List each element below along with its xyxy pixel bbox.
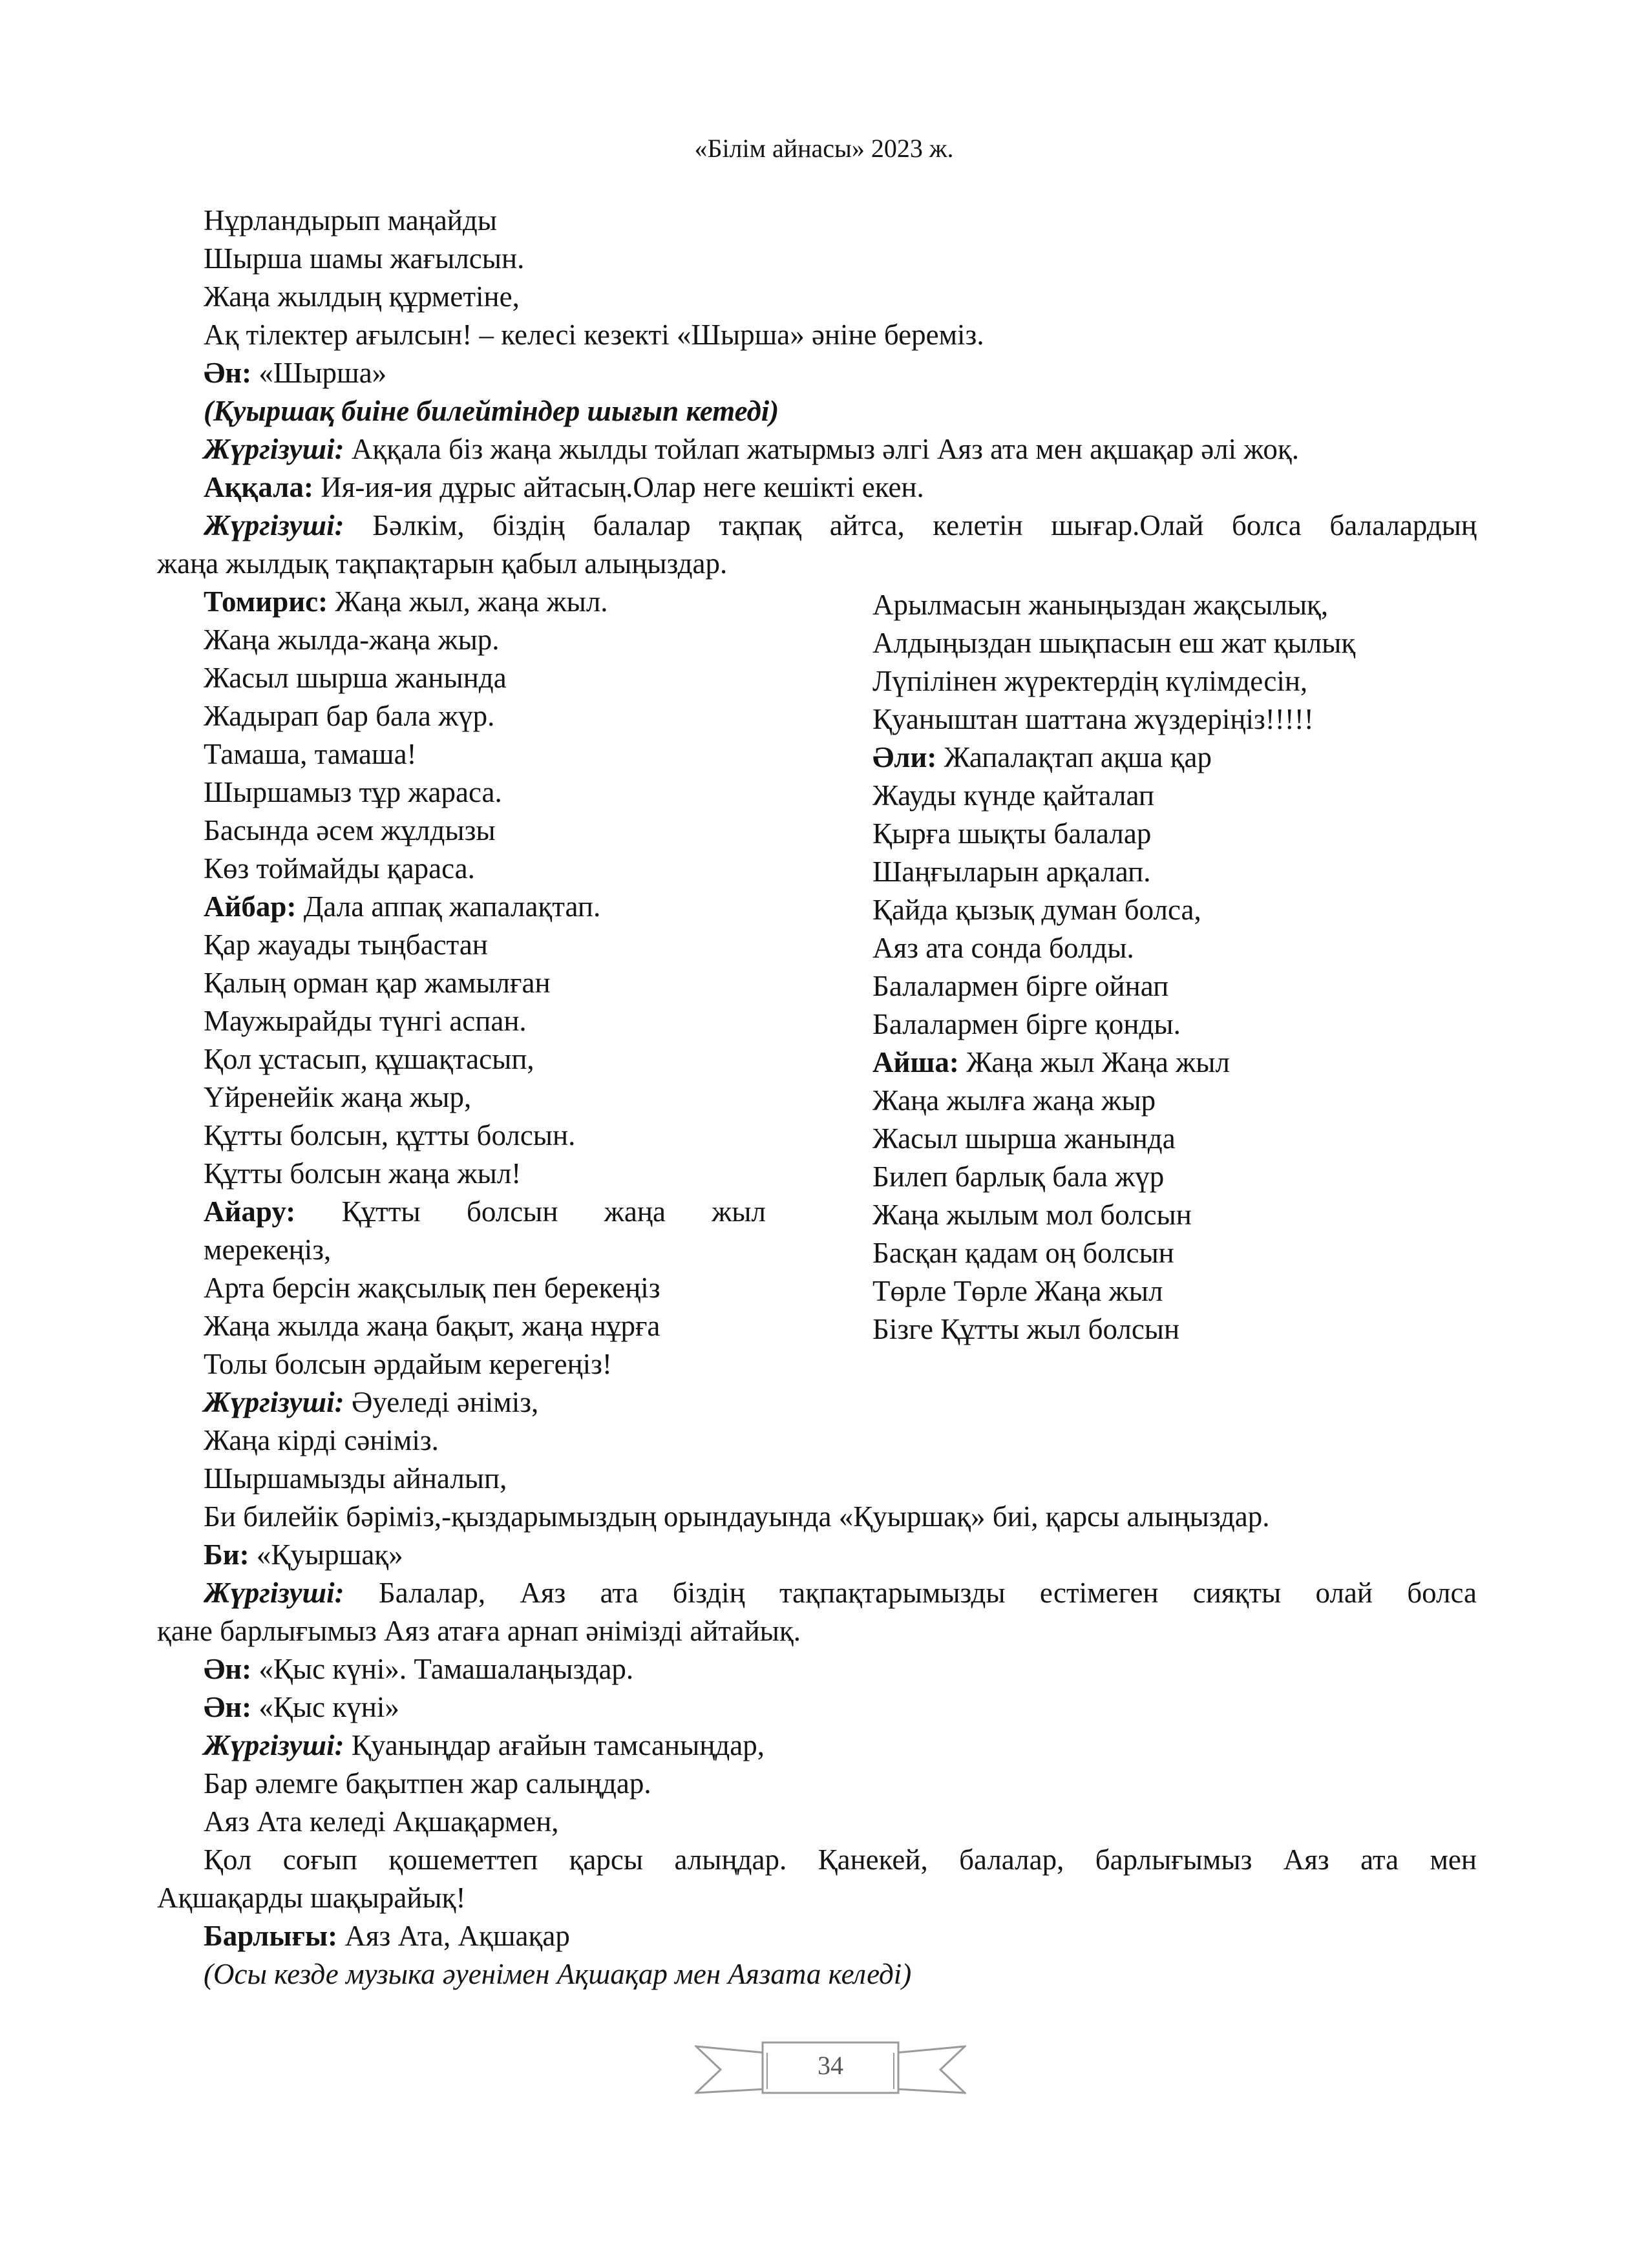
dialog-text: Әуеледі әніміз, [344, 1386, 539, 1418]
speaker-label: Жүргізуші: [204, 1577, 344, 1609]
song-title: «Қыс күні». Тамашалаңыздар. [251, 1653, 634, 1685]
poem-line: Жаңа жылда-жаңа жыр. [204, 624, 500, 656]
intro-line: Шырша шамы жағылсын. [204, 242, 525, 275]
speaker-label: Айбар: [204, 890, 297, 923]
song-line [204, 1688, 399, 1726]
dialog-continuation: жаңа жылдық тақпақтарын қабыл алыңыздар. [157, 547, 728, 580]
poem-line: Басқан қадам оң болсын [872, 1237, 1174, 1269]
poem-line: Аяз ата сонда болды. [872, 932, 1134, 964]
dialog-text: Балалар, Аяз ата біздің тақпақтарымызды естімеген сияқты олай болса [344, 1577, 1477, 1609]
poem-line: Көз тоймайды қараса. [204, 852, 475, 885]
poem-speaker-line [872, 739, 1212, 776]
poem-line: Төрле Төрле Жаңа жыл [872, 1275, 1163, 1307]
poem-speaker-line [872, 1044, 1230, 1081]
dialog-continuation: қане барлығымыз Аяз атаға арнап әнімізді айтайық. [157, 1615, 801, 1647]
dialog-line: Бар әлемге бақытпен жар салыңдар. [204, 1767, 651, 1800]
dialog-line: Аяз Ата келеді Ақшақармен, [204, 1805, 559, 1838]
dialog-line [204, 1383, 538, 1421]
poem-line: Басында әсем жұлдызы [204, 814, 496, 846]
poem-line: Лүпілінен жүректердің күлімдесін, [872, 665, 1308, 697]
page-number: 34 [818, 2051, 843, 2080]
dialog-continuation: Ақшақарды шақырайық! [157, 1882, 466, 1914]
poem-line: Шаңғыларын арқалап. [872, 856, 1151, 888]
poem-line: Арылмасын жаныңыздан жақсылық, [872, 589, 1329, 621]
poem-line: Бізге Құтты жыл болсын [872, 1313, 1180, 1345]
poem-line: Қар жауады тыңбастан [204, 929, 488, 961]
speaker-label: Жүргізуші: [204, 1386, 344, 1418]
poem-line: Қуаныштан шаттана жүздеріңіз!!!!! [872, 703, 1314, 735]
dialog-line [204, 1574, 1477, 1612]
dialog-text: Ия-ия-ия дұрыс айтасың.Олар неге кешікті екен. [313, 471, 924, 503]
poem-line: Жауды күнде қайталап [872, 779, 1154, 812]
speaker-label: Айару: [204, 1195, 296, 1228]
speaker-label: Жүргізуші: [204, 509, 344, 541]
poem-line: Алдыңыздан шықпасын еш жат қылық [872, 627, 1356, 659]
poem-line: Жапалақтап ақша қар [936, 741, 1212, 773]
poem-line: Құтты болсын, құтты болсын. [204, 1119, 576, 1151]
song-line [204, 354, 386, 392]
poem-line: Жасыл шырша жанында [872, 1122, 1176, 1155]
poem-speaker-line [204, 1193, 766, 1230]
poem-line: Қырға шықты балалар [872, 817, 1152, 850]
poem-line: Қалың орман қар жамылған [204, 967, 551, 999]
poem-line: Шыршамыз тұр жараса. [204, 776, 502, 808]
dialog-line [204, 468, 924, 506]
poem-line: Жаңа жылға жаңа жыр [872, 1084, 1156, 1117]
speaker-label: Әли: [872, 741, 937, 773]
poem-line: Үйренейік жаңа жыр, [204, 1081, 472, 1113]
dialog-text: Бәлкім, біздің балалар тақпақ айтса, келетін шығар.Олай болса балалардың [344, 509, 1477, 541]
dance-line [204, 1536, 403, 1573]
speaker-label: Томирис: [204, 585, 328, 618]
poem-line: Тамаша, тамаша! [204, 738, 417, 770]
dialog-line [204, 1727, 765, 1764]
speaker-label: Барлығы: [204, 1920, 338, 1952]
poem-line: Қол ұстасып, құшақтасып, [204, 1043, 534, 1075]
speaker-label: Жүргізуші: [204, 433, 344, 465]
journal-header: «Білім айнасы» 2023 ж. [694, 134, 954, 163]
poem-line: мерекеңіз, [204, 1234, 332, 1266]
speaker-label: Аққала: [204, 471, 313, 503]
dialog-line: Шыршамызды айналып, [204, 1462, 507, 1495]
song-label: Ән: [204, 1691, 252, 1723]
dance-title: «Қуыршақ» [249, 1538, 403, 1571]
song-title: «Шырша» [251, 357, 387, 389]
speaker-label: Айша: [872, 1046, 959, 1078]
song-line [204, 1650, 633, 1688]
poem-line: Балалармен бірге ойнап [872, 970, 1169, 1002]
poem-line: Құтты болсын жаңа жыл! [204, 1157, 522, 1190]
poem-line: Қайда қызық думан болса, [872, 894, 1201, 926]
dance-label: Би: [204, 1538, 249, 1571]
poem-line: Билеп барлық бала жүр [872, 1160, 1165, 1193]
speaker-label: Жүргізуші: [204, 1729, 344, 1761]
dialog-text: Аяз Ата, Ақшақар [337, 1920, 570, 1952]
poem-line: Жасыл шырша жанында [204, 662, 507, 694]
dialog-line [204, 1917, 570, 1955]
poem-line: Дала аппақ жапалақтап. [296, 890, 601, 923]
intro-line: Нұрландырып маңайды [204, 204, 498, 236]
poem-speaker-line [204, 583, 608, 620]
dialog-line [204, 507, 1477, 544]
poem-line: Жаңа жыл Жаңа жыл [958, 1046, 1230, 1078]
poem-line: Жадырап бар бала жүр. [204, 700, 495, 732]
song-label: Ән: [204, 357, 252, 389]
poem-line: Жаңа жылда жаңа бақыт, жаңа нұрға [204, 1310, 660, 1342]
intro-line: Ақ тілектер ағылсын! – келесі кезекті «Шырша» әніне береміз. [204, 319, 984, 351]
song-label: Ән: [204, 1653, 252, 1685]
stage-direction: (Осы кезде музыка әуенімен Ақшақар мен Аязата келеді) [204, 1958, 912, 1990]
poem-speaker-line [204, 888, 600, 925]
poem-line: Жаңа жылым мол болсын [872, 1199, 1192, 1231]
dialog-text: Аққала біз жаңа жылды тойлап жатырмыз әлгі Аяз ата мен ақшақар әлі жоқ. [344, 433, 1299, 465]
dialog-line: Қол соғып қошеметтеп қарсы алыңдар. Қанекей, балалар, барлығымыз Аяз ата мен [204, 1843, 1477, 1876]
intro-line: Жаңа жылдың құрметіне, [204, 280, 520, 313]
dialog-line [204, 430, 1299, 468]
dialog-text: Қуаныңдар ағайын тамсаныңдар, [344, 1729, 765, 1761]
poem-line: Толы болсын әрдайым керегеңіз! [204, 1348, 612, 1380]
poem-line: Маужырайды түнгі аспан. [204, 1005, 527, 1037]
song-title: «Қыс күні» [251, 1691, 399, 1723]
dialog-line: Би билейік бәріміз,-қыздарымыздың орындауында «Қуыршақ» биі, қарсы алыңыздар. [204, 1500, 1270, 1533]
dialog-line: Жаңа кірді сәніміз. [204, 1424, 439, 1456]
stage-direction: (Қуыршақ биіне билейтіндер шығып кетеді) [204, 395, 779, 427]
poem-line: Арта берсін жақсылық пен берекеңіз [204, 1272, 660, 1304]
poem-line: Балалармен бірге қонды. [872, 1008, 1181, 1040]
poem-line: Жаңа жыл, жаңа жыл. [328, 585, 608, 618]
poem-line: Құтты болсын жаңа жыл [295, 1195, 766, 1228]
